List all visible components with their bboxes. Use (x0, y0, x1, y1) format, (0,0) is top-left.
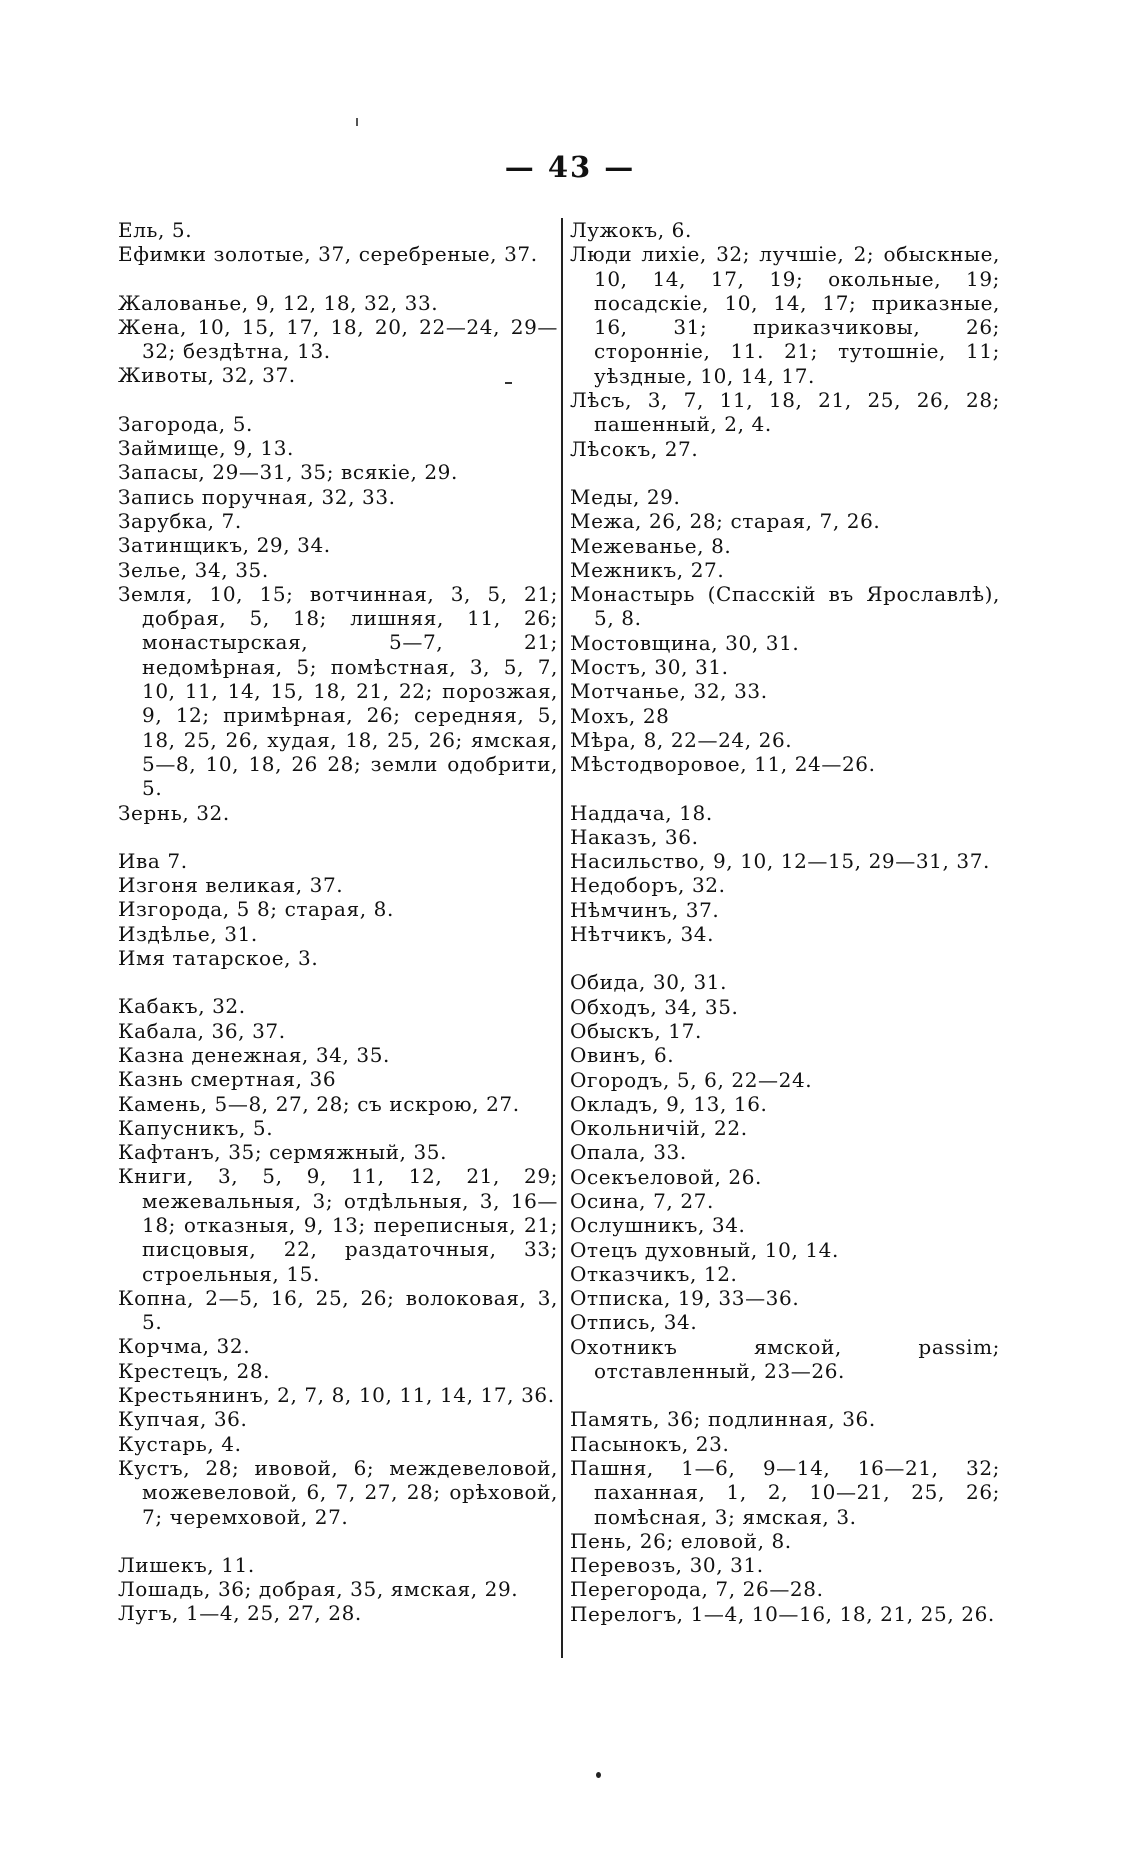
index-entry: Животы, 32, 37. (118, 363, 296, 388)
index-entry: Меды, 29. (570, 484, 681, 509)
index-entry: Обида, 30, 31. (570, 970, 728, 995)
index-entry: Лошадь, 36; добрая, 35, ямская, 29. (118, 1577, 519, 1602)
index-entry: Кабакъ, 32. (118, 994, 246, 1019)
index-entry: Наддача, 18. (570, 800, 713, 825)
index-entry: Люди лихіе, 32; лучшіе, 2; обыскные, 10, 14, 17, 19; окольные, 19; посадскіе, 10, 14, 17; приказные, 16, 31; приказчиковы, 26; сторонніе, 11. 21; тутошніе, 11; уѣздные, 10, 14, 17. (570, 242, 1000, 388)
index-entry: Мотчанье, 32, 33. (570, 679, 768, 704)
index-entry: Лужокъ, 6. (570, 218, 692, 242)
index-entry: Опала, 33. (570, 1140, 687, 1165)
index-entry: Крестьянинъ, 2, 7, 8, 10, 11, 14, 17, 36. (118, 1383, 555, 1408)
index-entry: Жена, 10, 15, 17, 18, 20, 22—24, 29—32; бездѣтна, 13. (118, 314, 558, 364)
index-entry: Обыскъ, 17. (570, 1018, 702, 1043)
index-entry: Осина, 7, 27. (570, 1188, 714, 1213)
index-entry: Земля, 10, 15; вотчинная, 3, 5, 21; добрая, 5, 18; лишняя, 11, 26; монастырская, 5—7, 21; недомѣрная, 5; помѣстная, 3, 5, 7, 10, 11, 14, 15, 18, 21, 22; порозжая, 9, 12; примѣрная, 26; середняя, 5, 18, 25, 26, худая, 18, 25, 26; ямская, 5—8, 10, 18, 26 28; земли одобрити, 5. (118, 581, 558, 801)
index-entry: Насильство, 9, 10, 12—15, 29—31, 37. (570, 849, 991, 874)
index-entry: Ослушникъ, 34. (570, 1213, 746, 1238)
index-entry: Зарубка, 7. (118, 508, 242, 533)
index-entry: Лѣсъ, 3, 7, 11, 18, 21, 25, 26, 28; пашенный, 2, 4. (570, 388, 1000, 437)
index-entry: Издѣлье, 31. (118, 921, 258, 946)
index-entry: Займище, 9, 13. (118, 436, 294, 461)
index-entry: Межеванье, 8. (570, 533, 732, 558)
index-entry: Память, 36; подлинная, 36. (570, 1407, 876, 1432)
index-entry: Кустъ, 28; ивовой, 6; междевеловой, можевеловой, 6, 7, 27, 28; орѣховой, 7; черемховой, 27. (118, 1455, 558, 1529)
page-number: — 43 — (504, 150, 636, 184)
index-entry: Межа, 26, 28; старая, 7, 26. (570, 509, 881, 534)
index-entry: Купчая, 36. (118, 1407, 248, 1432)
index-entry: Мохъ, 28 (570, 703, 670, 728)
index-entry: Перегорода, 7, 26—28. (570, 1577, 824, 1602)
index-entry: Нѣмчинъ, 37. (570, 897, 720, 922)
index-entry: Корчма, 32. (118, 1334, 251, 1359)
index-entry: Изгорода, 5 8; старая, 8. (118, 897, 394, 922)
index-entry: Охотникъ ямской, passim; отставленный, 23—26. (570, 1334, 1000, 1384)
index-entry: Ефимки золотые, 37, серебреные, 37. (118, 242, 538, 267)
index-entry: Кустарь, 4. (118, 1431, 242, 1456)
index-entry: Перевозъ, 30, 31. (570, 1553, 764, 1578)
index-entry: Зелье, 34, 35. (118, 557, 269, 582)
index-entry: Запасы, 29—31, 35; всякіе, 29. (118, 460, 458, 485)
index-entry: Огородъ, 5, 6, 22—24. (570, 1067, 813, 1092)
column-divider (561, 218, 563, 1658)
index-entry: Отписка, 19, 33—36. (570, 1286, 800, 1311)
index-entry: Лѣсокъ, 27. (570, 436, 699, 461)
index-column-right (570, 218, 1000, 1626)
index-entry: Казна денежная, 34, 35. (118, 1042, 390, 1067)
index-entry: Книги, 3, 5, 9, 11, 12, 21, 29; межевальныя, 3; отдѣльныя, 3, 16—18; отказныя, 9, 13; переписныя, 21; писцовыя, 22, раздаточныя, 33; строельныя, 15. (118, 1164, 558, 1286)
index-entry: Окольничій, 22. (570, 1116, 748, 1141)
index-entry: Лугъ, 1—4, 25, 27, 28. (118, 1601, 362, 1626)
index-entry: Наказъ, 36. (570, 824, 699, 849)
index-entry: Камень, 5—8, 27, 28; съ искрою, 27. (118, 1091, 520, 1116)
index-entry: Имя татарское, 3. (118, 946, 319, 971)
index-column-left (118, 218, 558, 1626)
index-entry: Осекъеловой, 26. (570, 1164, 762, 1189)
index-entry: Ива 7. (118, 848, 188, 873)
print-speck-top (356, 118, 358, 126)
index-entry: Овинъ, 6. (570, 1043, 675, 1068)
index-entry: Пень, 26; еловой, 8. (570, 1528, 792, 1553)
index-entry: Нѣтчикъ, 34. (570, 922, 715, 947)
index-entry: Мостовщина, 30, 31. (570, 630, 800, 655)
index-entry: Кабала, 36, 37. (118, 1018, 286, 1043)
index-entry: Обходъ, 34, 35. (570, 994, 739, 1019)
index-entry: Недоборъ, 32. (570, 873, 726, 898)
index-entry: Изгоня великая, 37. (118, 873, 344, 898)
index-entry: Межникъ, 27. (570, 557, 725, 582)
index-entry: Перелогъ, 1—4, 10—16, 18, 21, 25, 26. (570, 1601, 995, 1626)
index-entry: Казнь смертная, 36 (118, 1067, 337, 1092)
index-entry: Зернь, 32. (118, 800, 230, 825)
index-entry: Пасынокъ, 23. (570, 1431, 730, 1456)
index-entry: Кафтанъ, 35; сермяжный, 35. (118, 1140, 448, 1165)
index-entry: Пашня, 1—6, 9—14, 16—21, 32; паханная, 1, 2, 10—21, 25, 26; помѣсная, 3; ямская, 3. (570, 1455, 1000, 1529)
index-entry: Затинщикъ, 29, 34. (118, 533, 331, 558)
index-entry: Отказчикъ, 12. (570, 1261, 738, 1286)
index-entry: Мѣра, 8, 22—24, 26. (570, 727, 793, 752)
index-entry: Капусникъ, 5. (118, 1115, 274, 1140)
index-entry: Отпись, 34. (570, 1310, 698, 1335)
print-speck-dash (505, 382, 512, 384)
index-entry: Ель, 5. (118, 218, 193, 242)
index-entry: Крестецъ, 28. (118, 1358, 271, 1383)
print-speck-bottom (596, 1772, 601, 1778)
index-entry: Жалованье, 9, 12, 18, 32, 33. (118, 290, 439, 315)
index-entry: Отецъ духовный, 10, 14. (570, 1237, 839, 1262)
index-entry: Загорода, 5. (118, 411, 253, 436)
index-entry: Окладъ, 9, 13, 16. (570, 1091, 768, 1116)
index-entry: Мѣстодворовое, 11, 24—26. (570, 752, 876, 777)
index-entry: Монастырь (Спасскій въ Ярославлѣ), 5, 8. (570, 582, 1000, 631)
index-entry: Копна, 2—5, 16, 25, 26; волоковая, 3, 5. (118, 1285, 558, 1335)
index-entry: Лишекъ, 11. (118, 1552, 255, 1577)
index-entry: Мостъ, 30, 31. (570, 655, 729, 680)
index-entry: Запись поручная, 32, 33. (118, 484, 396, 509)
